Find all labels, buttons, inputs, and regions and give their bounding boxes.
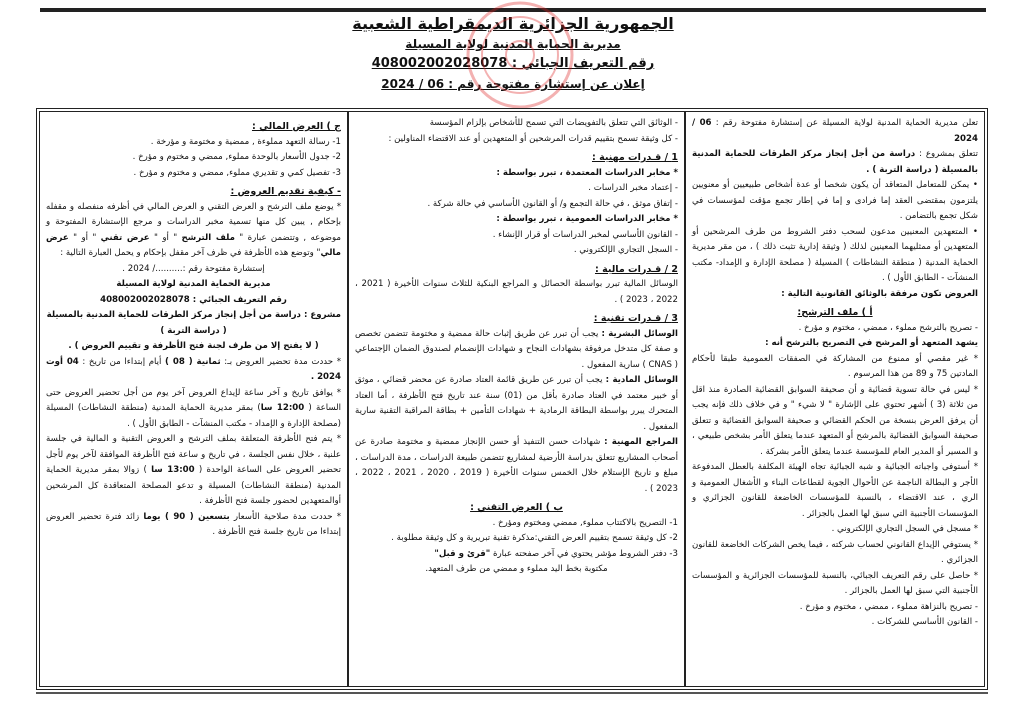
paragraph xyxy=(692,569,978,600)
text-segment: * حددت مدة تحضير العروض بـ: xyxy=(220,356,342,367)
text-segment: 12:00 سا xyxy=(260,403,305,413)
text-segment: - كيفية تقديم العروض : xyxy=(230,186,341,197)
paragraph xyxy=(46,308,341,324)
text-segment: * حددت مدة صلاحية الأسعار xyxy=(229,511,341,522)
text-segment: - الوثائق التي تتعلق بالتفويضات التي تسمح للأشخاص بإلزام المؤسسة xyxy=(429,118,678,128)
text-segment: شهادات حسن التنفيذ أو حسن الإنجاز ممضية و مختومة صادرة عن أصحاب المشاريع تتعلق بدراسة الأرضية لمشاريع تتضمن طبيعة الدراسات ، مدة الدراسات ، مبلغ و تاريخ الإستلام خلال الخمس سنوات الأخيرة ( 2019 ، 2020 ، 2021 ، 2022 ، 2023 ) . xyxy=(355,437,678,494)
paragraph xyxy=(355,562,678,578)
text-segment: * مخابر الدراسات المعتمدة ، تبرر بواسطة : xyxy=(496,167,678,178)
text-segment: مديرية الحماية المدنية لولاية المسيلة xyxy=(116,279,271,289)
header-directorate: مديرية الحماية المدنية لولاية المسيلة xyxy=(405,37,621,51)
text-segment: * مخابر الدراسات العمومية ، تبرر بواسطة : xyxy=(496,214,678,224)
text-segment: ب ) العرض التقني : xyxy=(470,502,563,513)
text-segment: ( لا يفتح إلا من طرف لجنة فتح الأظرفة و تقييم العروض ) . xyxy=(68,341,319,351)
text-segment: تعلن مديرية الحماية المدنية لولاية المسيلة عن إستشارة مفتوحة رقم : xyxy=(711,118,978,128)
paragraph xyxy=(46,386,341,433)
text-segment: أيام إبتداءا من تاريخ : xyxy=(78,356,166,367)
paragraph xyxy=(692,321,978,337)
text-segment: 13:00 سا xyxy=(151,465,195,475)
section-heading xyxy=(46,184,341,200)
paragraph xyxy=(355,531,678,547)
paragraph xyxy=(692,522,978,538)
paragraph xyxy=(46,166,341,182)
text-segment: العروض تكون مرفقة بالوثائق القانونية التالية : xyxy=(781,288,978,299)
paragraph xyxy=(355,197,678,213)
text-segment: 2 / قـدرات مالية : xyxy=(594,263,678,275)
text-segment: * أستوفى واجباته الجبائية و شبه الجبائية تجاه الهيئة المكلفة بالعطل المدفوعة الأجر و البطالة الناجمة عن الأحوال الجوية لقطاعات البناء و الأشغال العمومية و الري ، عند الاقتضاء ، بالنسبة للمؤسسات الخاضعة للقانون الجزائري و المؤسسات الأجنبية التي سبق لها العمل بالجزائر . xyxy=(692,462,978,519)
footer-rule xyxy=(36,692,988,694)
text-segment: * مسجل في السجل التجاري الإلكتروني . xyxy=(831,524,978,534)
paragraph xyxy=(355,166,678,182)
text-segment: الوسائل المالية تبرر بواسطة الحصائل و المراجع البنكية للثلاث سنوات الأخيرة ( 2021 ، 2022 ، 2023 ) . xyxy=(355,279,678,305)
document-header xyxy=(40,14,986,106)
paragraph xyxy=(355,277,678,308)
text-segment: - القانون الأساسي للشركات . xyxy=(871,617,978,627)
paragraph xyxy=(355,132,678,148)
text-segment: " أو " xyxy=(68,232,101,243)
column-right xyxy=(684,112,984,686)
paragraph xyxy=(46,277,341,293)
paragraph xyxy=(355,116,678,132)
column-middle xyxy=(347,112,684,686)
text-segment: * حاصل على رقم التعريف الجبائي، بالنسبة للمؤسسات الجزائرية و المؤسسات الأجنبية التي سبق لها العمل بالجزائر . xyxy=(692,570,978,596)
text-segment: • المتعهدين المعنيين مدعون لسحب دفتر الشروط من طرف المرشحين أو المتعهدين أو ممثليهما المعينين لذلك ( وثيقة إدارية تثبت ذلك ) ، من مقر مديرية الحماية المدنية ( منطقة النشاطات ) المسيلة ( مصلحة الإدارة و الإمداد- مكتب المنشآت - الطابق الأول ) . xyxy=(692,226,978,283)
text-segment: ج ) العرض المالي : xyxy=(251,121,341,132)
text-segment: 3- دفتر الشروط مؤشر يحتوي في آخر صفحته عبارة xyxy=(490,548,678,559)
text-segment: يشهد المتعهد أو المرشح في التصريح بالترشح أنه : xyxy=(765,338,978,348)
paragraph xyxy=(692,460,978,522)
header-announcement: إعلان عن إستشارة مفتوحة رقم : 06 / 2024 xyxy=(381,77,645,91)
text-segment: - إتفاق موثق ، في حالة التجمع و/ أو القانون الأساسي في حالة شركة . xyxy=(427,198,678,209)
text-segment: 3- تفصيل كمي و تقديري مملوء, ممضي و مختوم و مؤرخ . xyxy=(133,167,341,178)
paragraph xyxy=(355,243,678,259)
text-segment: تتعلق بمشروع : xyxy=(915,149,978,159)
text-segment: رقم التعريف الجبائي : 408002002028078 xyxy=(100,294,287,305)
paragraph xyxy=(355,212,678,228)
paragraph xyxy=(692,615,978,631)
text-segment: أ ) ملف الترشح: xyxy=(797,307,873,318)
text-segment: * يوافق تاريخ و آخر ساعة لإيداع العروض آخر يوم من أجل تحضير العروض حتى الساعة ( xyxy=(46,387,342,413)
paragraph xyxy=(46,510,341,541)
section-heading xyxy=(355,500,678,516)
text-segment: بتسعين ( 90 ) يوما xyxy=(143,511,230,522)
paragraph xyxy=(692,336,978,352)
paragraph xyxy=(355,181,678,197)
text-segment: 3 / قـدرات تقنية : xyxy=(593,313,678,324)
paragraph xyxy=(692,178,978,225)
text-segment: 1 / قـدرات مهنية : xyxy=(591,152,678,163)
text-segment: ( دراسة التربة ) xyxy=(160,325,227,336)
text-segment: - القانون الأساسي لمخبر الدراسات أو قرار الإنشاء . xyxy=(492,229,678,240)
text-segment: يجب أن تبرر عن طريق قائمة العتاد صادرة عن محضر قضائي ، موثق أو خبير معتمد في العتاد صادرة بأقل من (01) سنة عند تاريخ فتح الأظرفة ، أما العتاد المتحرك يبرر بواسطة البطاقة الرمادية + شهادات التأمين + بطاقة المراقبة التقنية سارية المفعول . xyxy=(355,375,678,432)
paragraph xyxy=(355,516,678,532)
paragraph xyxy=(46,150,341,166)
paragraph xyxy=(355,373,678,435)
text-segment: ) زوالا بمقر مديرية الحماية المدنية (منطقة النشاطات) المسيلة و تدعو المصلحة المتعاقدة كل المرشحين أوالمتعهدين لحضور جلسة فتح الأظرفة . xyxy=(46,465,341,506)
text-segment: 04 أوت 2024 . xyxy=(46,356,341,382)
text-segment: • يمكن للمتعامل المتعاقد أن يكون شخصا أو عدة أشخاص طبيعيين أو معنويين يلتزمون بمقتضى العقد إما فرادى و إما في إطار تجمع مؤقت لمؤسسات في شكل تجمع بالتضامن . xyxy=(692,180,978,221)
text-segment: * ليس في حالة تسوية قضائية و أن صحيفة السوابق القضائية الصادرة منذ اقل من ثلاثة (3 ) أشهر تحتوي على الإشارة " لا شيء " و في خلاف ذلك فإنه يجب أن يرفق العرض بنسخة من الحكم القضائي و صحيفة السوابق القضائية و تتعلق صحيفة السوابق القضائية بالمرشح أو المتعهد عندما يتعلق الأمر بشخص طبيعي ، و المسير أو المدير العام للمؤسسة عندما يتعلق الأمر بشركة . xyxy=(692,384,978,457)
paragraph xyxy=(46,293,341,309)
text-segment: دراسة من أجل إنجاز مركز الطرقات للحماية المدنية بالمسيلة ( دراسة التربة ) . xyxy=(692,149,978,175)
paragraph xyxy=(355,327,678,374)
text-segment: * يوضع ملف الترشح و العرض التقني و العرض المالي في أظرفه منفصله و مقفله بإحكام , يبين كل منها تسمية مخبر الدراسات و مرجع الإستشارة المفتوحة و موضوعه , وتتضمن عبارة " xyxy=(46,201,341,243)
text-segment: 06 / 2024 xyxy=(692,118,978,144)
text-segment: 2- جدول الأسعار بالوحدة مملوء, ممضي و مختوم و مؤرخ . xyxy=(132,152,341,162)
text-segment: * يتم فتح الأظرفة المتعلقة بملف الترشح و العروض التقنية و المالية في جلسة علنية ، خلال نفس الجلسة ، في تاريخ و ساعة فتح الأظرفة الموافقة لآخر يوم لأجل تحضير العروض على الساعة الواحدة ( xyxy=(46,434,341,475)
paragraph xyxy=(692,287,978,303)
section-heading xyxy=(692,305,978,321)
paragraph xyxy=(46,135,341,151)
text-segment: " أو " xyxy=(149,232,182,243)
text-segment: - إعتماد مخبر الدراسات . xyxy=(588,183,678,193)
text-segment: زائد فترة تحضير العروض إبتداءا من تاريخ جلسة فتح الأظرفة . xyxy=(46,511,341,537)
text-segment: مشروع : دراسة من أجل إنجاز مركز الطرقات للحماية المدنية بالمسيلة xyxy=(46,310,341,320)
paragraph xyxy=(46,200,341,262)
paragraph xyxy=(692,147,978,178)
header-tax-id: رقم التعريف الجبائي : 408002002028078 xyxy=(371,56,655,71)
paragraph xyxy=(46,339,341,355)
text-segment: 2- كل وثيقة تسمح بتقييم العرض التقني:مذكرة تقنية تبريرية و كل وثيقة مطلوبة . xyxy=(391,533,678,543)
section-heading xyxy=(355,150,678,166)
text-segment: - تصريح بالترشح مملوء ، ممضي ، مختوم و مؤرخ . xyxy=(798,322,978,333)
text-segment: 1- التصريح بالاكتتاب مملوء, ممضي ومختوم ومؤرخ . xyxy=(492,517,678,528)
text-segment: إستشارة مفتوحة رقم :........../ 2024 . xyxy=(122,263,265,274)
text-segment: عرض تقني xyxy=(100,232,150,243)
text-segment: - كل وثيقة تسمح بتقييم قدرات المرشحين أو المتعهدين أو عند الاقتضاء المناولين : xyxy=(388,133,678,144)
text-segment: المراجع المهنية : xyxy=(604,437,678,447)
text-segment: 1- رسالة التعهد مملوءة , ممضية و مختومة و مؤرخة . xyxy=(150,136,341,147)
text-segment: ملف الترشح xyxy=(181,232,235,243)
paragraph xyxy=(692,116,978,147)
paragraph xyxy=(46,262,341,278)
column-left xyxy=(40,112,347,686)
text-segment: الوسائل البشرية : xyxy=(601,328,678,339)
section-heading xyxy=(46,119,341,135)
text-segment: ثمانية ( 08 ) xyxy=(165,356,221,367)
text-segment: مكتوبة بخط اليد مملوء و ممضي من طرف المتعهد. xyxy=(425,564,608,574)
paragraph xyxy=(692,538,978,569)
text-segment: - السجل التجاري الإلكتروني . xyxy=(573,245,678,255)
paragraph xyxy=(692,383,978,461)
text-segment: ) بمقر مديرية الحماية المدنية (منطقة النشاطات) المسيلة (مصلحة الإدارة و الإمداد - مكتب المنشآت - الطابق الأول ) . xyxy=(46,403,341,429)
paragraph xyxy=(692,600,978,616)
text-segment: عرض مالي xyxy=(46,232,341,258)
header-top-rule xyxy=(40,8,986,12)
paragraph xyxy=(355,547,678,563)
header-republic: الجمهورية الجزائرية الديمقراطية الشعبية xyxy=(352,14,674,33)
paragraph xyxy=(46,355,341,386)
text-segment: يجب أن تبرر عن طريق إثبات حالة ممضية و مختومة تتضمن تخصص و صفة كل متدخل مرفوقة بشهادات النجاح و شهادات الإنضمام لصندوق الضمان الإجتماعي ( CNAS ) سارية المفعول . xyxy=(355,328,678,370)
text-segment: * غير مقصي أو ممنوع من المشاركة في الصفقات العمومية طبقا لأحكام المادتين 75 و 89 من هذا المرسوم . xyxy=(692,353,978,379)
section-heading xyxy=(355,311,678,327)
text-segment: الوسائل المادية : xyxy=(605,375,678,385)
text-segment: "قرئ و قبل" xyxy=(434,548,491,559)
announcement-body xyxy=(36,108,988,690)
paragraph xyxy=(46,432,341,510)
text-segment: " وتوضع هذه الأظرفة في ظرف آخر مقفل بإحكام و يحمل العبارة التالية : xyxy=(60,248,321,258)
text-segment: - تصريح بالنزاهة مملوء ، ممضي ، مختوم و مؤرخ . xyxy=(799,601,978,612)
text-segment: * يستوفي الإيداع القانوني لحساب شركته ، فيما يخص الشركات الخاضعة للقانون الجزائري . xyxy=(692,539,978,565)
paragraph xyxy=(692,225,978,287)
section-heading xyxy=(355,262,678,278)
paragraph xyxy=(355,228,678,244)
paragraph xyxy=(46,324,341,340)
paragraph xyxy=(355,435,678,497)
paragraph xyxy=(692,352,978,383)
